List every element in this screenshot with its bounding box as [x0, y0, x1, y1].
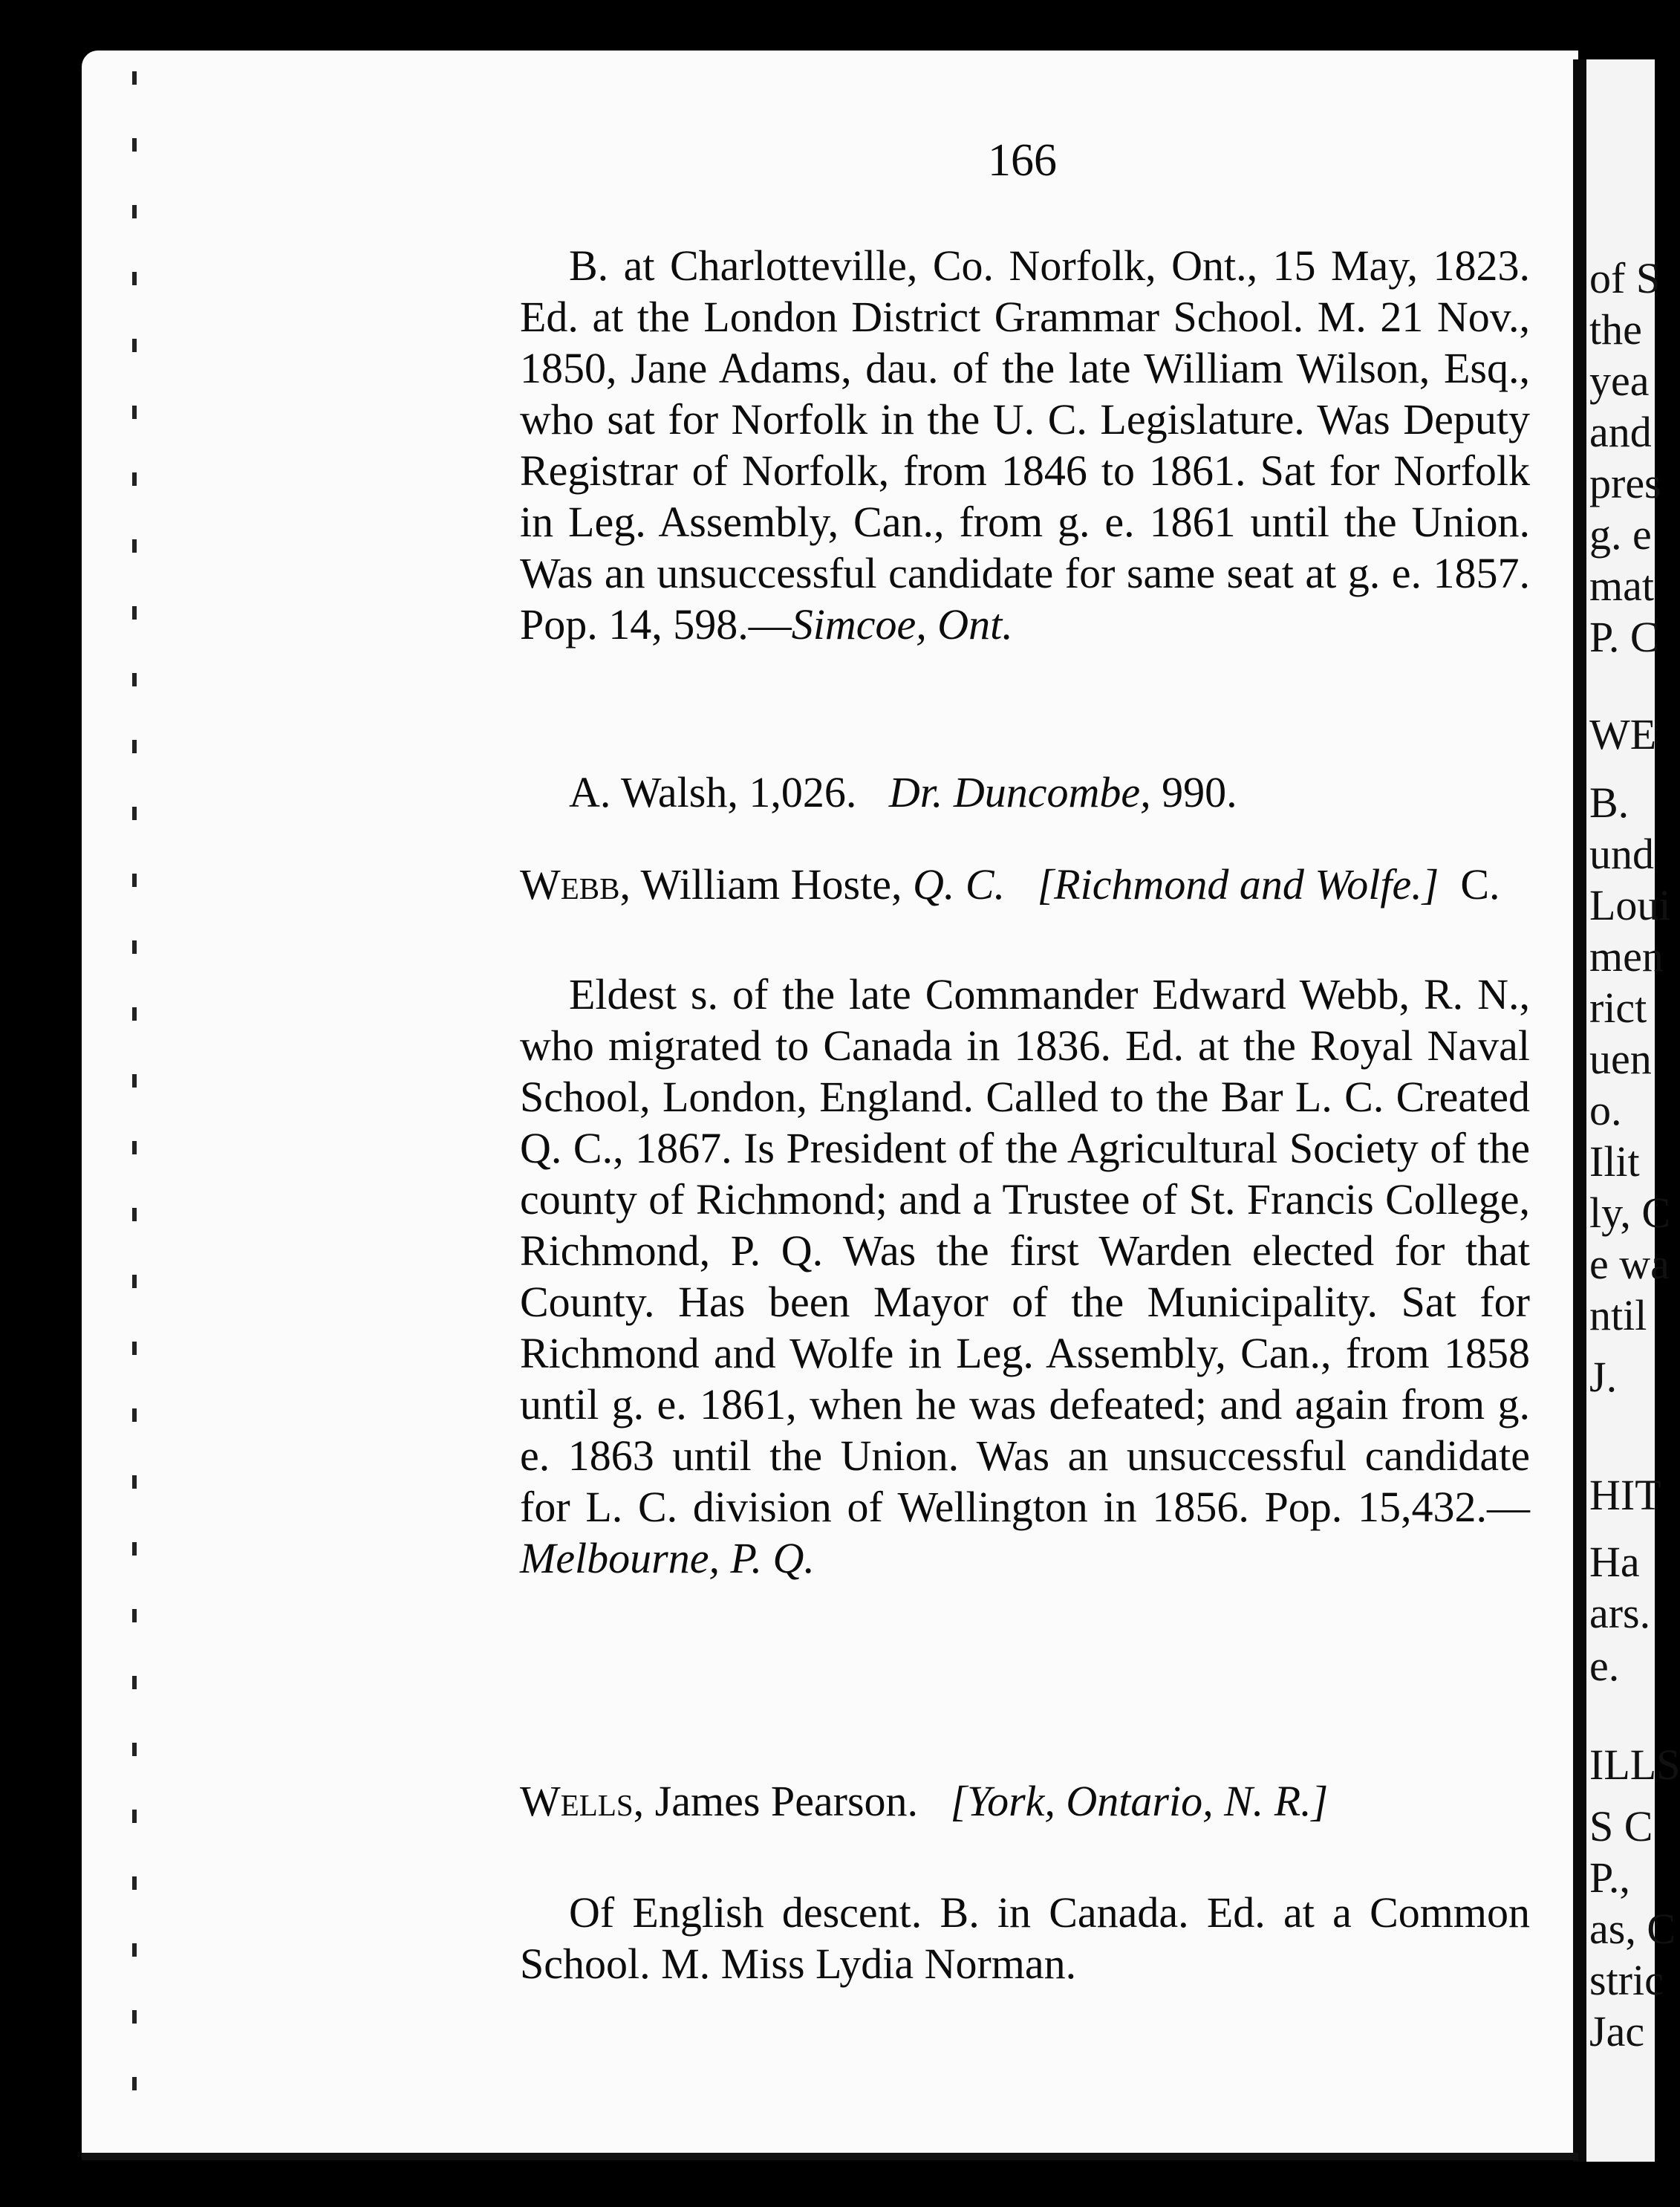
entry-wells-constituency: [York, Ontario, N. R.]: [950, 1777, 1329, 1825]
entry-wells-heading: [520, 1775, 1572, 1827]
facing-fragment: ars.: [1589, 1589, 1651, 1637]
facing-fragment: Ha: [1589, 1538, 1640, 1586]
entry-walsh-biography: [520, 240, 1530, 650]
facing-fragment: rict: [1589, 984, 1647, 1032]
facing-fragment: e.: [1589, 1642, 1620, 1690]
entry-webb-party: C.: [1460, 860, 1500, 909]
page-edge-marks: [132, 71, 137, 2107]
facing-fragment: e wa: [1589, 1240, 1670, 1288]
facing-fragment: pres: [1589, 459, 1661, 507]
facing-fragment: yea: [1589, 357, 1650, 405]
facing-fragment: ly, C: [1589, 1189, 1671, 1237]
entry-webb-place: Melbourne, P. Q.: [520, 1534, 815, 1582]
facing-fragment: ntil: [1589, 1291, 1647, 1339]
facing-fragment: P.,: [1589, 1853, 1630, 1902]
entry-webb-constituency: [Richmond and Wolfe.]: [1037, 860, 1439, 909]
entry-webb-biography: [520, 969, 1530, 1584]
facing-fragment: Loui: [1589, 881, 1671, 929]
facing-fragment: Jac: [1589, 2007, 1645, 2055]
election-result-winner: A. Walsh, 1,026.: [569, 768, 857, 816]
entry-walsh-place: Simcoe, Ont.: [791, 600, 1013, 649]
entry-webb-title: Q. C.: [913, 860, 1006, 909]
facing-fragment: P. C: [1589, 613, 1659, 661]
facing-fragment: o.: [1589, 1086, 1622, 1134]
entry-wells-given-names: James Pearson.: [654, 1777, 919, 1825]
facing-fragment: ILLS: [1589, 1740, 1680, 1789]
facing-fragment: the: [1589, 305, 1642, 354]
facing-fragment: B.: [1589, 779, 1629, 827]
facing-fragment: as, C: [1589, 1905, 1676, 1953]
facing-fragment: and: [1589, 408, 1652, 456]
facing-fragment: of S: [1589, 254, 1661, 302]
facing-fragment: S C: [1589, 1802, 1653, 1850]
entry-wells-surname: Wells,: [520, 1777, 645, 1825]
entry-webb-surname: Webb,: [520, 860, 631, 909]
election-result-loser-votes: 990.: [1162, 768, 1237, 816]
facing-fragment: stric: [1589, 1956, 1664, 2004]
election-result-loser-name: Dr. Duncombe,: [888, 768, 1151, 816]
facing-fragment: uen: [1589, 1035, 1652, 1083]
entry-wells-paragraph: Of English descent. B. in Canada. Ed. at a Common School. M. Miss Lydia Norman.: [520, 1888, 1530, 1988]
facing-fragment: mat: [1589, 562, 1654, 610]
book-spine: [1573, 59, 1586, 2162]
facing-page: [1586, 59, 1680, 2162]
entry-webb-given-names: William Hoste,: [640, 860, 902, 909]
facing-fragment: und: [1589, 830, 1654, 878]
facing-fragment: HIT: [1589, 1471, 1661, 1519]
facing-fragment: g. e: [1589, 510, 1652, 559]
facing-fragment: WE: [1589, 710, 1657, 758]
entry-walsh-election: [520, 767, 1530, 818]
facing-fragment: J.: [1589, 1353, 1618, 1401]
facing-fragment: men: [1589, 932, 1664, 981]
page-bottom-edge: [82, 2153, 1578, 2160]
entry-wells-biography: [520, 1887, 1530, 1989]
entry-walsh-paragraph: B. at Charlotteville, Co. Norfolk, Ont., 15 May, 1823. Ed. at the London District Grammar School. M. 21 Nov., 1850, Jane Adams, dau. of the late William Wilson, Esq., who sat for Norfolk in the U. C. Legislature. Was Deputy Registrar of Norfolk, from 1846 to 1861. Sat for Norfolk in Leg. Assembly, Can., from g. e. 1861 until the Union. Was an unsuccessful candidate for same seat at g. e. 1857. Pop. 14, 598.—: [520, 241, 1530, 649]
entry-webb-heading: [520, 859, 1572, 910]
page-number: 166: [988, 135, 1057, 186]
entry-webb-paragraph: Eldest s. of the late Commander Edward Webb, R. N., who migrated to Canada in 1836. Ed. at the Royal Naval School, London, England. Called to the Bar L. C. Created Q. C., 1867. Is President of the Agricultural Society of the county of Richmond; and a Trustee of St. Francis College, Richmond, P. Q. Was the first Warden elected for that County. Has been Mayor of the Municipality. Sat for Richmond and Wolfe in Leg. Assembly, Can., from 1858 until g. e. 1861, when he was defeated; and again from g. e. 1863 until the Union. Was an unsuccessful candidate for L. C. division of Wellington in 1856. Pop. 15,432.—: [520, 970, 1530, 1531]
facing-fragment: Ilit: [1589, 1137, 1640, 1186]
